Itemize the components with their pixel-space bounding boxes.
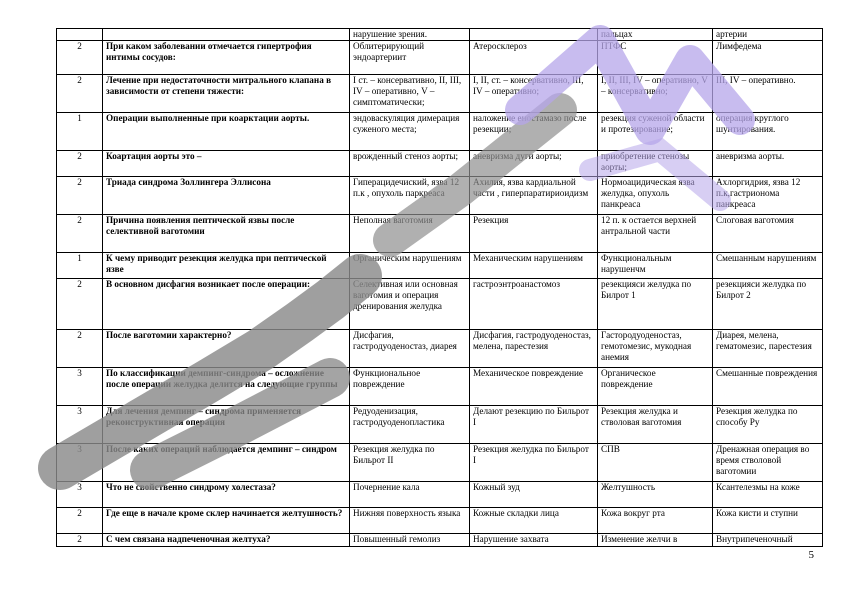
table-row <box>57 482 823 508</box>
cell-answer-d: Лимфедема <box>713 41 823 75</box>
cell-answer-a: Повышенный гемолиз <box>350 534 470 547</box>
cell-answer-a: Неполная ваготомия <box>350 215 470 253</box>
cell-answer-b: I, II, ст. – консервативно, III, IV – оперативно; <box>470 75 598 113</box>
cell-answer-a: Облитерирующий эндоартериит <box>350 41 470 75</box>
cell-question: После ваготомии характерно? <box>103 330 350 368</box>
cell-answer-a: Почернение кала <box>350 482 470 508</box>
table-row <box>57 253 823 279</box>
cell-answer-c: приобретение стенозы аорты; <box>598 151 713 177</box>
cell-answer-a: Гиперацидечиский, язва 12 п.к , опухоль паркреаса <box>350 177 470 215</box>
cell-answer-b: наложение еностамазо после резекции; <box>470 113 598 151</box>
cell-answer-d: операция круглого шунтирования. <box>713 113 823 151</box>
cell-question: К чему приводит резекция желудка при пептической язве <box>103 253 350 279</box>
cell-answer-b: Механическое повреждение <box>470 368 598 406</box>
cell-question: После каких операций наблюдается демпинг – синдром <box>103 444 350 482</box>
cell-answer-c: ПТФС <box>598 41 713 75</box>
table-row <box>57 508 823 534</box>
cell-question: Лечение при недостаточности митрального клапана в зависимости от степени тяжести: <box>103 75 350 113</box>
table-row <box>57 41 823 75</box>
cell-level: 2 <box>57 215 103 253</box>
cell-level: 2 <box>57 534 103 547</box>
cell-level: 3 <box>57 444 103 482</box>
cell-answer-d: Диарея, мелена, гематомезис, парестезия <box>713 330 823 368</box>
cell-answer-d: аневризма аорты. <box>713 151 823 177</box>
cell-answer-b <box>470 29 598 41</box>
cell-level: 2 <box>57 151 103 177</box>
cell-answer-b: Резекция желудка по Бильрот I <box>470 444 598 482</box>
cell-question: По классификации демпинг-синдрома – осложнение после операции желудка делится на следующие группы <box>103 368 350 406</box>
cell-level: 3 <box>57 406 103 444</box>
table-row <box>57 113 823 151</box>
cell-answer-d: артерии <box>713 29 823 41</box>
cell-question: При каком заболевании отмечается гипертрофия интимы сосудов: <box>103 41 350 75</box>
cell-answer-a: I ст. – консервативно, II, III, IV – оперативно, V – симптоматически; <box>350 75 470 113</box>
cell-level: 1 <box>57 253 103 279</box>
table-row-continuation <box>57 29 823 41</box>
cell-answer-a: эндоваскуляция димерация суженого места; <box>350 113 470 151</box>
table-row <box>57 151 823 177</box>
cell-level: 2 <box>57 279 103 330</box>
cell-answer-d: Слоговая ваготомия <box>713 215 823 253</box>
cell-answer-a: Органическим нарушениям <box>350 253 470 279</box>
cell-level: 2 <box>57 330 103 368</box>
table-row <box>57 75 823 113</box>
cell-answer-c: резекцияси желудка по Билрот 1 <box>598 279 713 330</box>
cell-answer-d: III, IV – оперативно. <box>713 75 823 113</box>
cell-answer-c: Нормоацидическая язва желудка, опухоль панкреаса <box>598 177 713 215</box>
cell-answer-d: Ксантелезмы на коже <box>713 482 823 508</box>
table-row <box>57 406 823 444</box>
table-row <box>57 330 823 368</box>
cell-answer-a: Нижняя поверхность языка <box>350 508 470 534</box>
cell-answer-c: Резекция желудка и стволовая ваготомия <box>598 406 713 444</box>
cell-answer-b: Кожные складки лица <box>470 508 598 534</box>
table-row <box>57 444 823 482</box>
cell-answer-c: I, II, III, IV – оперативно, V – консервативно; <box>598 75 713 113</box>
cell-question: Операции выполненные при коарктации аорты. <box>103 113 350 151</box>
cell-answer-d: Внутрипеченочный <box>713 534 823 547</box>
cell-level: 1 <box>57 113 103 151</box>
cell-answer-b: аневризма дуги аорты; <box>470 151 598 177</box>
table-row <box>57 215 823 253</box>
cell-answer-b: Делают резекцию по Бильрот I <box>470 406 598 444</box>
cell-answer-c: резекция суженой области и протезирование; <box>598 113 713 151</box>
table-row <box>57 368 823 406</box>
cell-question: С чем связана надпеченочная желтуха? <box>103 534 350 547</box>
cell-answer-c: Органическое повреждение <box>598 368 713 406</box>
cell-question: Коартация аорты это – <box>103 151 350 177</box>
questions-table <box>56 28 823 547</box>
table-row <box>57 177 823 215</box>
cell-answer-b: Дисфагия, гастродуоденостаз, мелена, парестезия <box>470 330 598 368</box>
table-row <box>57 279 823 330</box>
cell-level: 2 <box>57 508 103 534</box>
cell-answer-d: Ахлоргидрия, язва 12 п.к,гастрионома панкреаса <box>713 177 823 215</box>
cell-question: В основном дисфагия возникает после операции: <box>103 279 350 330</box>
cell-question <box>103 29 350 41</box>
cell-answer-b: Кожный зуд <box>470 482 598 508</box>
cell-answer-c: 12 п. к остается верхней антральной части <box>598 215 713 253</box>
cell-answer-b: Ахилия, язва кардиальной части , гиперпаратириоидизм <box>470 177 598 215</box>
cell-answer-a: Редуоденизация, гастродуоденопластика <box>350 406 470 444</box>
cell-answer-a: Функциональное повреждение <box>350 368 470 406</box>
cell-level: 2 <box>57 177 103 215</box>
cell-answer-c: пальцах <box>598 29 713 41</box>
cell-answer-d: Смешанные повреждения <box>713 368 823 406</box>
cell-answer-c: Гастородуоденостаз, гемотомезис, мукодная анемия <box>598 330 713 368</box>
cell-level: 2 <box>57 41 103 75</box>
cell-question: Триада синдрома Золлингера Эллисона <box>103 177 350 215</box>
cell-answer-a: врожденный стеноз аорты; <box>350 151 470 177</box>
cell-question: Для лечения демпинг – синдрома применяется рекоиструктивная операция <box>103 406 350 444</box>
cell-answer-b: Механическим нарушениям <box>470 253 598 279</box>
cell-answer-a: Дисфагия, гастродуоденостаз, диарея <box>350 330 470 368</box>
cell-answer-a: Селективная или основная ваготомия и операция дренирования желудка <box>350 279 470 330</box>
cell-level: 3 <box>57 368 103 406</box>
cell-answer-b: Атеросклероз <box>470 41 598 75</box>
table-row <box>57 534 823 547</box>
cell-answer-b: гастроэнтроанастомоз <box>470 279 598 330</box>
cell-answer-a: нарушение зрения. <box>350 29 470 41</box>
cell-question: Причина появления пептической язвы после селективной ваготомии <box>103 215 350 253</box>
cell-answer-d: Резекция желудка по способу Ру <box>713 406 823 444</box>
cell-answer-d: Дренажная операция во время стволовой ваготомии <box>713 444 823 482</box>
cell-answer-b: Резекция <box>470 215 598 253</box>
page-number: 5 <box>808 549 814 561</box>
cell-answer-c: Изменение желчи в <box>598 534 713 547</box>
cell-answer-d: Смешанным нарушениям <box>713 253 823 279</box>
cell-question: Что не свойственно синдрому холестаза? <box>103 482 350 508</box>
questions-table-body <box>57 29 823 547</box>
cell-level: 2 <box>57 75 103 113</box>
cell-level: 3 <box>57 482 103 508</box>
cell-answer-a: Резекция желудка по Бильрот II <box>350 444 470 482</box>
cell-question: Где еще в начале кроме склер начинается желтушность? <box>103 508 350 534</box>
cell-answer-d: Кожа кисти и ступни <box>713 508 823 534</box>
cell-level <box>57 29 103 41</box>
cell-answer-c: Функциональным нарушенчм <box>598 253 713 279</box>
cell-answer-b: Нарушение захвата <box>470 534 598 547</box>
cell-answer-c: Желтушность <box>598 482 713 508</box>
cell-answer-c: Кожа вокруг рта <box>598 508 713 534</box>
cell-answer-d: резекцияси желудка по Билрот 2 <box>713 279 823 330</box>
cell-answer-c: СПВ <box>598 444 713 482</box>
